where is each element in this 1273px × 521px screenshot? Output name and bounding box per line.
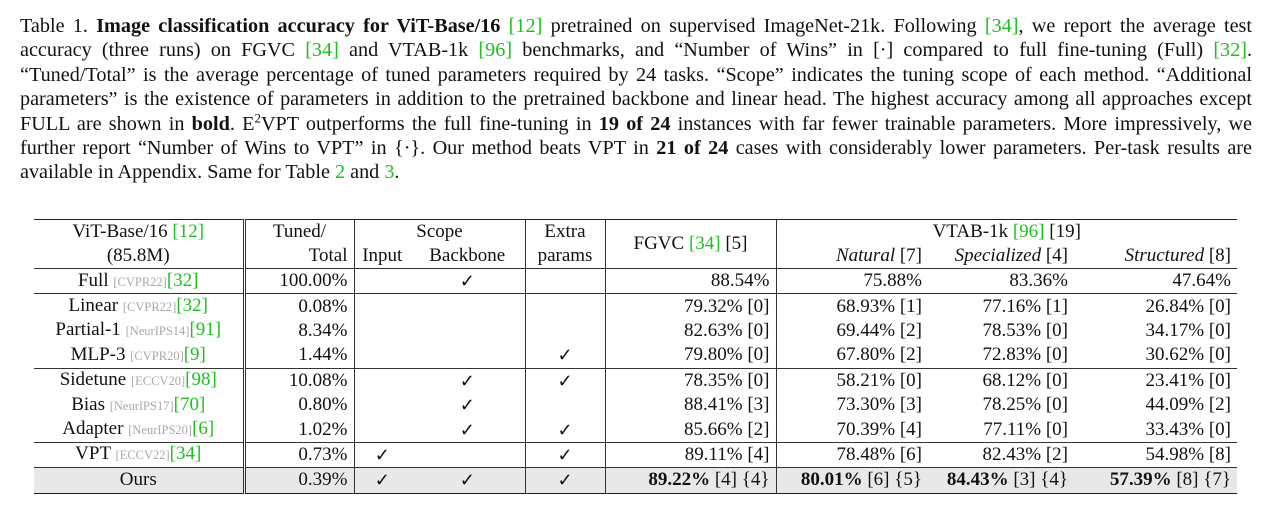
caption-bold: bold <box>191 112 230 135</box>
extra-cell <box>525 294 605 319</box>
method-cell: Ours <box>34 468 244 493</box>
input-cell <box>354 294 410 319</box>
natural-cell <box>776 468 928 493</box>
header-fgvc-label: FGVC <box>633 233 689 254</box>
best-value: 89.22% <box>648 469 711 491</box>
input-cell <box>354 319 410 343</box>
caption-label: Table 1. <box>20 15 97 37</box>
caption-text: , we report the average test accuracy (three runs) on FGVC <box>20 15 1252 62</box>
caption-text: . “Tuned/Total” is the average percentage of tuned parameters required by 24 tasks. “Scope” indicates the tuning scope of each method. “Additional parameters” is the existence of parameters in addition to the pretrained backbone and linear head. The highest accuracy among all approaches except FULL are shown in <box>20 39 1253 135</box>
specialized-cell: 82.43% [2] <box>928 442 1074 467</box>
backbone-cell <box>410 442 525 467</box>
table-row <box>34 442 1237 467</box>
header-vtab-count: [19] <box>1044 221 1081 242</box>
citation-link[interactable]: [98] <box>185 369 217 391</box>
method-cell <box>34 368 244 393</box>
citation-link[interactable]: [12] <box>172 221 205 242</box>
caption-superscript: 2 <box>254 109 261 125</box>
check-icon: ✓ <box>354 468 410 493</box>
natural-cell: 58.21% [0] <box>776 368 928 393</box>
best-value: 80.01% <box>800 469 863 491</box>
citation-link[interactable]: [32] <box>1213 39 1247 62</box>
natural-cell: 73.30% [3] <box>836 394 922 416</box>
caption-text: . <box>394 161 400 184</box>
best-value: 57.39% <box>1109 469 1172 491</box>
venue-tag: [ECCV20] <box>130 374 186 389</box>
natural-cell: 75.88% <box>776 269 928 294</box>
extra-cell <box>525 319 605 343</box>
structured-cell: 44.09% [2] <box>1145 394 1231 416</box>
citation-link[interactable]: [32] <box>176 295 208 317</box>
best-value: 84.43% <box>946 469 1009 491</box>
header-structured-label: Structured <box>1124 245 1205 266</box>
structured-cell: 47.64% <box>1074 269 1237 294</box>
natural-cell: 68.93% [1] <box>776 294 928 319</box>
tuned-cell: 0.39% <box>244 468 354 493</box>
header-row <box>34 220 1237 245</box>
check-icon: ✓ <box>410 269 525 294</box>
citation-link[interactable]: [34] <box>305 39 339 62</box>
tuned-cell: 1.44% <box>244 343 354 368</box>
input-cell <box>354 393 410 417</box>
table-row <box>34 319 1237 343</box>
caption-text: . E <box>229 112 255 135</box>
input-cell <box>354 417 410 442</box>
caption-text: and VTAB-1k <box>338 39 479 62</box>
venue-tag: [ECCV22] <box>115 448 170 463</box>
method-cell <box>34 417 244 442</box>
input-cell <box>354 269 410 294</box>
citation-link[interactable]: [6] <box>192 418 215 440</box>
caption-text: benchmarks, and “Number of Wins” in [·] compared to full fine-tuning (Full) <box>512 39 1214 62</box>
citation-link[interactable]: [96] <box>1012 221 1045 242</box>
method-name: VPT <box>75 443 111 465</box>
header-natural <box>776 244 928 269</box>
check-icon: ✓ <box>354 442 410 467</box>
header-specialized <box>928 244 1074 269</box>
header-natural-label: Natural <box>835 245 896 266</box>
natural-cell: 67.80% [2] <box>836 344 922 366</box>
input-cell <box>354 343 410 368</box>
specialized-cell: 78.53% [0] <box>982 319 1068 341</box>
tuned-cell: 1.02% <box>244 417 354 442</box>
check-icon: ✓ <box>525 442 605 467</box>
input-cell <box>354 368 410 393</box>
citation-link[interactable]: [9] <box>183 343 206 365</box>
natural-cell: 78.48% [6] <box>776 442 928 467</box>
structured-cell: 34.17% [0] <box>1145 319 1231 341</box>
fgvc-cell: 82.63% [0] <box>605 319 776 343</box>
caption-text: cases with considerably lower parameters. Per-task results are available in Appendix. Same for Table <box>20 137 1252 184</box>
caption-title: Image classification accuracy for ViT-Base/16 <box>96 15 509 37</box>
method-cell <box>34 393 244 417</box>
header-params: params <box>525 244 605 269</box>
backbone-cell <box>410 343 525 368</box>
header-vtab-label: VTAB-1k <box>932 221 1013 242</box>
specialized-cell: 68.12% [0] <box>928 368 1074 393</box>
header-fgvc-count: [5] <box>720 233 748 254</box>
fgvc-cell: 79.80% [0] <box>605 343 776 368</box>
header-structured <box>1074 244 1237 269</box>
table-link[interactable]: 3 <box>384 161 395 184</box>
check-icon: ✓ <box>459 419 475 440</box>
citation-link[interactable]: [96] <box>478 39 513 62</box>
tuned-cell: 0.80% <box>244 393 354 417</box>
header-extra: Extra <box>525 220 605 245</box>
wins-count: [4] {4} <box>710 469 770 491</box>
method-name: Bias <box>71 393 105 415</box>
caption-bold: 21 of 24 <box>656 137 729 160</box>
header-input: Input <box>362 245 403 266</box>
check-icon: ✓ <box>525 368 605 393</box>
caption-bold: 19 of 24 <box>598 112 671 135</box>
fgvc-cell: 78.35% [0] <box>605 368 776 393</box>
specialized-cell: 77.11% [0] <box>983 418 1068 440</box>
fgvc-cell: 85.66% [2] <box>605 417 776 442</box>
table-row <box>34 294 1237 319</box>
backbone-cell <box>410 294 525 319</box>
table-row <box>34 393 1237 417</box>
venue-tag: [NeurIPS20] <box>128 423 193 438</box>
fgvc-cell <box>605 468 776 493</box>
backbone-cell <box>410 319 525 343</box>
extra-cell <box>525 393 605 417</box>
natural-cell: 70.39% [4] <box>836 418 922 440</box>
header-model-size: (85.8M) <box>34 244 244 269</box>
table-link[interactable]: 2 <box>334 161 346 184</box>
structured-cell: 33.43% [0] <box>1145 418 1231 440</box>
header-model-label: ViT-Base/16 <box>72 221 173 242</box>
method-cell <box>34 442 244 467</box>
method-name: Adapter <box>62 418 124 440</box>
header-scope: Scope <box>416 221 463 242</box>
method-cell <box>34 319 244 343</box>
fgvc-cell: 89.11% [4] <box>605 442 776 467</box>
check-icon: ✓ <box>459 395 475 416</box>
fgvc-cell: 79.32% [0] <box>605 294 776 319</box>
tuned-cell: 8.34% <box>244 319 354 343</box>
venue-tag: [CVPR20] <box>130 348 184 363</box>
method-cell <box>34 294 244 319</box>
method-cell <box>34 269 244 294</box>
fgvc-cell: 88.41% [3] <box>605 393 776 417</box>
structured-cell <box>1074 468 1237 493</box>
structured-cell: 23.41% [0] <box>1074 368 1237 393</box>
table-caption <box>20 14 1252 185</box>
specialized-cell <box>928 468 1074 493</box>
natural-cell: 69.44% [2] <box>836 319 922 341</box>
method-name: Sidetune <box>59 369 127 391</box>
table-row <box>34 417 1237 442</box>
specialized-cell: 78.25% [0] <box>982 394 1068 416</box>
specialized-cell: 83.36% <box>928 269 1074 294</box>
structured-cell: 54.98% [8] <box>1074 442 1237 467</box>
citation-link[interactable]: [34] <box>169 443 202 465</box>
check-icon: ✓ <box>525 417 605 442</box>
extra-cell <box>525 269 605 294</box>
table-row <box>34 269 1237 294</box>
citation-link[interactable]: [91] <box>189 319 222 341</box>
method-cell <box>34 343 244 368</box>
method-name: Partial-1 <box>55 319 121 341</box>
structured-cell: 30.62% [0] <box>1145 344 1231 366</box>
header-specialized-label: Specialized <box>954 245 1042 266</box>
structured-cell: 26.84% [0] <box>1074 294 1237 319</box>
table-row <box>34 368 1237 393</box>
header-backbone: Backbone <box>429 245 506 266</box>
check-icon: ✓ <box>525 343 605 368</box>
caption-text: and <box>345 161 385 184</box>
venue-tag: [CVPR22] <box>122 300 177 315</box>
method-name: MLP-3 <box>70 343 126 365</box>
check-icon: ✓ <box>410 468 525 493</box>
method-name: Full <box>77 269 109 291</box>
citation-link[interactable]: [34] <box>984 15 1019 37</box>
caption-text: instances with far fewer trainable parameters. More impressively, we further report “Number of Wins to VPT” in {·}. Our method beats VPT in <box>20 112 1253 160</box>
citation-link[interactable]: [34] <box>688 233 721 254</box>
wins-count: [3] {4} <box>1008 469 1068 491</box>
citation-link[interactable]: [12] <box>508 15 543 37</box>
fgvc-cell: 88.54% <box>605 269 776 294</box>
header-fgvc <box>605 220 776 269</box>
tuned-cell: 0.73% <box>244 442 354 467</box>
wins-count: [6] {5} <box>862 469 922 491</box>
header-structured-count: [8] <box>1204 245 1231 266</box>
caption-text: pretrained on supervised ImageNet-21k. Following <box>542 15 985 37</box>
check-icon: ✓ <box>410 368 525 393</box>
header-natural-count: [7] <box>895 245 922 266</box>
tuned-cell: 100.00% <box>244 269 354 294</box>
tuned-cell: 0.08% <box>244 294 354 319</box>
header-total: Total <box>244 244 354 269</box>
venue-tag: [NeurIPS14] <box>125 324 190 339</box>
citation-link[interactable]: [70] <box>173 393 206 415</box>
specialized-cell: 72.83% [0] <box>982 344 1068 366</box>
citation-link[interactable]: [32] <box>166 269 199 291</box>
method-name: Linear <box>68 295 119 317</box>
check-icon: ✓ <box>525 468 605 493</box>
venue-tag: [NeurIPS17] <box>109 398 174 413</box>
header-specialized-count: [4] <box>1041 245 1068 266</box>
table-row-ours <box>34 468 1237 493</box>
wins-count: [8] {7} <box>1171 469 1231 491</box>
venue-tag: [CVPR22] <box>113 274 167 289</box>
caption-text: VPT outperforms the full fine-tuning in <box>260 112 599 135</box>
header-tuned: Tuned/ <box>244 220 354 245</box>
header-vtab <box>776 220 1237 245</box>
tuned-cell: 10.08% <box>244 368 354 393</box>
table-row <box>34 343 1237 368</box>
results-table <box>34 219 1237 494</box>
specialized-cell: 77.16% [1] <box>928 294 1074 319</box>
header-model <box>34 220 244 245</box>
